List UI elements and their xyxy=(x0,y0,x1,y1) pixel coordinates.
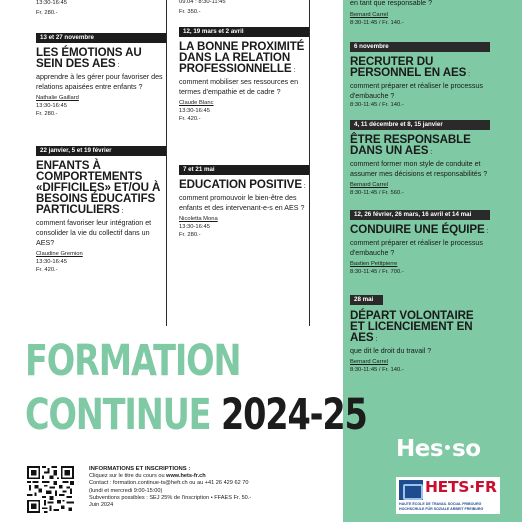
course-teacher: Bernard Carrel xyxy=(350,359,389,365)
info-title: INFORMATIONS ET INSCRIPTIONS : xyxy=(89,466,191,472)
course-teacher: Claude Blanc xyxy=(179,100,214,106)
course-meta: 8:30-11:45 / Fr. 140.- xyxy=(350,367,404,373)
course-time: 13:30-16:45 xyxy=(36,259,67,265)
prev-course-price: Fr. 280.- xyxy=(36,10,58,16)
info-subsidies: Subventions possibles : SEJ 25% de l'inscription • FFAES Fr. 50.- xyxy=(89,494,252,501)
course-title[interactable]: RECRUTER DU PERSONNEL EN AES : xyxy=(350,55,470,79)
course-teacher: Nicoletta Mona xyxy=(179,216,218,222)
course-teacher: Bastien Petitpierre xyxy=(350,261,398,267)
course-conduire-equipe[interactable] xyxy=(350,210,490,276)
course-teacher: Bernard Carrel xyxy=(350,182,389,188)
course-subtitle: que dit le droit du travail ? xyxy=(350,347,432,355)
course-time: 13:30-16:45 xyxy=(36,103,67,109)
course-title[interactable]: CONDUIRE UNE ÉQUIPE : xyxy=(350,223,489,236)
course-enfants-comportements[interactable] xyxy=(36,146,166,274)
headline-continue-year xyxy=(25,390,367,440)
course-dates: 7 et 21 mai xyxy=(179,165,309,175)
course-subtitle: comment préparer et réaliser le processus d'embauche ? xyxy=(350,239,483,257)
hets-emblem-icon xyxy=(399,480,423,500)
info-hours: (lundi et mercredi 9:00-15:00) xyxy=(89,487,163,494)
course-dates: 13 et 27 novembre xyxy=(36,33,166,43)
course-dates: 28 mai xyxy=(350,295,383,305)
course-education-positive[interactable] xyxy=(179,165,309,239)
course-title[interactable]: ÊTRE RESPONSABLE DANS UN AES : xyxy=(350,133,471,157)
course-dates: 12, 26 février, 26 mars, 16 avril et 14 mai xyxy=(350,210,490,220)
course-title[interactable]: ENFANTS À COMPORTEMENTS «DIFFICILES» ET/OU À BESOINS ÉDUCATIFS PARTICULIERS : xyxy=(36,159,161,216)
course-meta: 8:30-11:45 / Fr. 140.- xyxy=(350,102,404,108)
course-emotions[interactable] xyxy=(36,33,166,118)
course-dates: 6 novembre xyxy=(350,42,490,52)
course-teacher: Claudine Gremion xyxy=(36,251,83,257)
course-dates: 4, 11 décembre et 8, 15 janvier xyxy=(350,120,490,130)
course-subtitle: comment mobiliser ses ressources en termes d'empathie et de cadre ? xyxy=(179,78,299,96)
headline-formation: FORMATION xyxy=(25,336,241,386)
course-price: Fr. 420.- xyxy=(179,116,201,122)
prev-course-subtitle: en tant que responsable ? xyxy=(350,0,433,7)
info-line-link: Cliquez sur le titre du cours ou www.hets-fr.ch xyxy=(89,473,206,480)
course-bonne-proximite[interactable] xyxy=(179,27,309,123)
course-etre-responsable[interactable] xyxy=(350,120,490,197)
course-title[interactable]: LES ÉMOTIONS AU SEIN DES AES : xyxy=(36,46,142,70)
course-price: Fr. 420.- xyxy=(36,267,58,273)
course-teacher: Nathalie Gaillard xyxy=(36,95,79,101)
prev-course-price: Fr. 350.- xyxy=(179,9,201,15)
course-title[interactable]: LA BONNE PROXIMITÉ DANS LA RELATION PROFESSIONNELLE : xyxy=(179,40,305,75)
headline-continue: CONTINUE xyxy=(25,390,211,440)
course-price: Fr. 280.- xyxy=(36,111,58,117)
course-subtitle: comment favoriser leur intégration et consolider la vie du collectif dans un AES? xyxy=(36,219,152,247)
course-time: 13:30-16:45 xyxy=(179,108,210,114)
course-subtitle: comment former mon style de conduite et assumer mes décisions et responsabilités ? xyxy=(350,160,488,178)
headline-year: 2024-25 xyxy=(220,390,367,440)
course-meta: 8:30-11:45 / Fr. 560.- xyxy=(350,190,404,196)
column-divider-left xyxy=(166,0,167,326)
info-block xyxy=(89,466,299,509)
course-depart-volontaire[interactable] xyxy=(350,288,490,374)
course-title[interactable]: DÉPART VOLONTAIRE ET LICENCIEMENT EN AES : xyxy=(350,309,474,344)
course-title[interactable]: EDUCATION POSITIVE : xyxy=(179,178,306,191)
course-subtitle: comment promouvoir le bien-être des enfants et des intervenant-e-s en AES ? xyxy=(179,194,305,212)
prev-course-meta: 8:30-11:45 / Fr. 140.- xyxy=(350,20,404,26)
course-subtitle: comment préparer et réaliser le processus d'embauche ? xyxy=(350,82,483,100)
course-dates: 22 janvier, 5 et 19 février xyxy=(36,146,166,156)
qr-code-icon[interactable] xyxy=(27,466,74,513)
hets-website-link[interactable]: www.hets-fr.ch xyxy=(166,473,206,480)
course-time: 13:30-16:45 xyxy=(179,224,210,230)
course-recruter[interactable] xyxy=(350,42,490,109)
hesso-logo: Hes so xyxy=(396,436,481,462)
course-price: Fr. 280.- xyxy=(179,232,201,238)
prev-course-time: 13:30-16:45 xyxy=(36,0,67,6)
prev-course-time: 09.04 : 8:30-11:45 xyxy=(179,0,226,5)
course-meta: 8:30-11:45 / Fr. 700.- xyxy=(350,269,404,275)
course-dates: 12, 19 mars et 2 avril xyxy=(179,27,309,37)
course-subtitle: apprendre à les gérer pour favoriser des relations apaisées entre enfants ? xyxy=(36,73,163,91)
info-contact: Contact : formation.continue-ts@hefr.ch ou au +41 26 429 62 70 xyxy=(89,480,249,487)
column-divider-right xyxy=(309,0,310,326)
hets-fr-logo: HETS·FR HAUTE ÉCOLE DE TRAVAIL SOCIAL FRIBOURG HOCHSCHULE FÜR SOZIALE ARBEIT FREIBURG xyxy=(396,477,500,514)
prev-course-teacher: Bernard Carrel xyxy=(350,12,389,18)
info-date: Juin 2024 xyxy=(89,502,114,509)
